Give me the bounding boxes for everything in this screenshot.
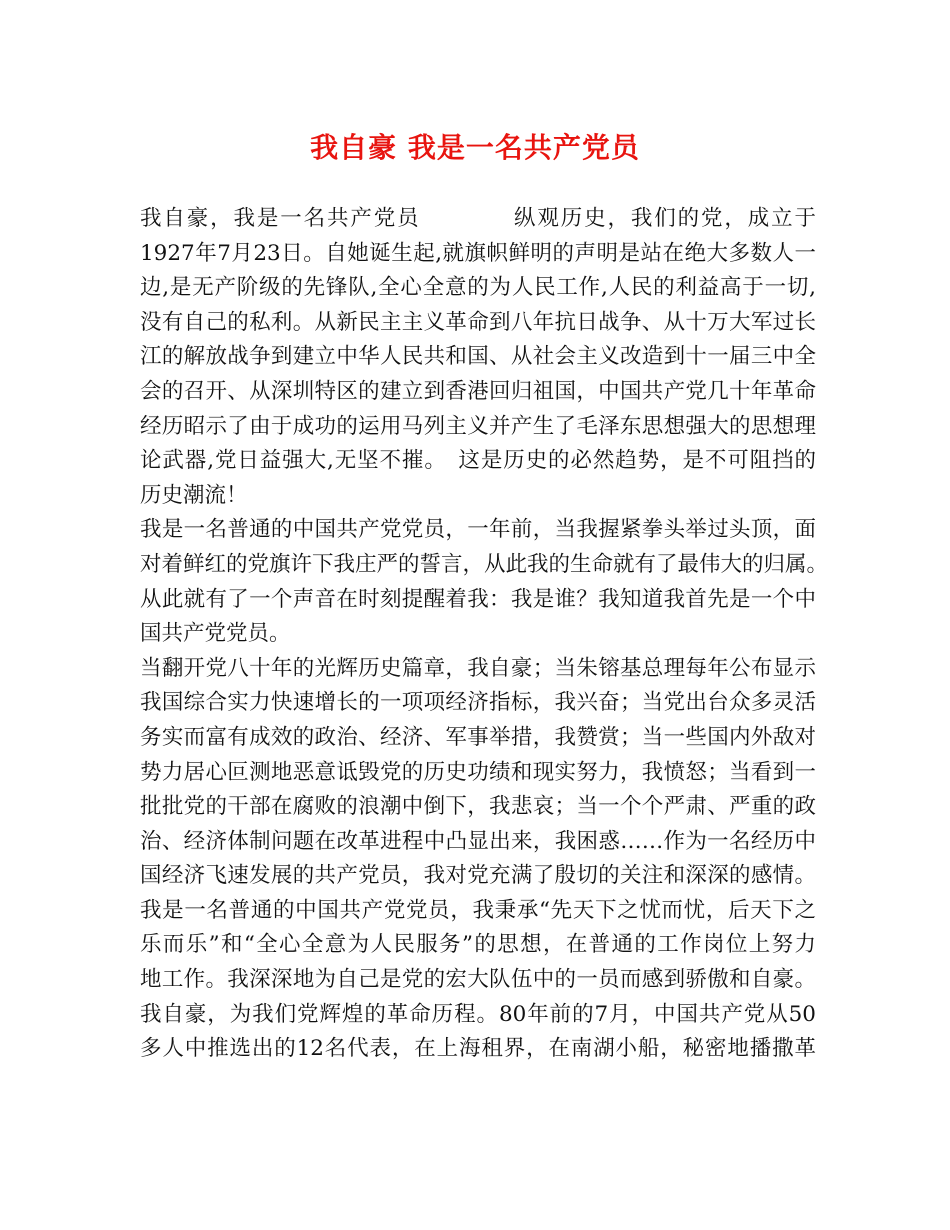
body-line: 国共产党党员。	[140, 621, 291, 647]
body-line: 国经济飞速发展的共产党员，我对党充满了殷切的关注和深深的感情。	[140, 863, 816, 889]
body-line: 务实而富有成效的政治、经济、军事举措，我赞赏；当一些国内外敌对	[140, 724, 816, 750]
document-body	[140, 202, 829, 1067]
body-line: 对着鲜红的党旗许下我庄严的誓言，从此我的生命就有了最伟大的归属。	[140, 551, 829, 577]
body-line: 当翻开党八十年的光辉历史篇章，我自豪；当朱镕基总理每年公布显示	[140, 655, 816, 681]
body-line: 治、经济体制问题在改革进程中凸显出来，我困惑……作为一名经历中	[140, 828, 816, 854]
body-line: 乐而乐”和“全心全意为人民服务”的思想，在普通的工作岗位上努力	[140, 932, 816, 958]
body-line: 地工作。我深深地为自己是党的宏大队伍中的一员而感到骄傲和自豪。	[140, 967, 816, 993]
body-line: 经历昭示了由于成功的运用马列主义并产生了毛泽东思想强大的思想理	[140, 413, 816, 439]
body-line: 江的解放战争到建立中华人民共和国、从社会主义改造到十一届三中全	[140, 344, 816, 370]
body-line: 我自豪，为我们党辉煌的革命历程。80年前的7月，中国共产党从50	[140, 1001, 816, 1027]
body-line: 我自豪，我是一名共产党员 纵观历史，我们的党，成立于	[140, 206, 816, 231]
document-title: 我自豪 我是一名共产党员	[310, 131, 640, 164]
body-line: 我国综合实力快速增长的一项项经济指标，我兴奋；当党出台众多灵活	[140, 690, 816, 716]
body-line: 历史潮流！	[140, 482, 248, 508]
body-line: 从此就有了一个声音在时刻提醒着我：我是谁？我知道我首先是一个中	[140, 586, 816, 612]
body-line: 多人中推选出的12名代表，在上海租界，在南湖小船，秘密地播撒革	[140, 1036, 816, 1062]
body-line: 边,是无产阶级的先锋队,全心全意的为人民工作,人民的利益高于一切,	[140, 275, 816, 301]
body-line: 没有自己的私利。从新民主主义革命到八年抗日战争、从十万大军过长	[140, 309, 816, 335]
body-line: 批批党的干部在腐败的浪潮中倒下，我悲哀；当一个个严肃、严重的政	[140, 794, 816, 820]
body-line: 我是一名普通的中国共产党党员，一年前，当我握紧拳头举过头顶，面	[140, 517, 816, 543]
body-line: 1927年7月23日。自她诞生起,就旗帜鲜明的声明是站在绝大多数人一	[140, 240, 816, 266]
body-line: 会的召开、从深圳特区的建立到香港回归祖国，中国共产党几十年革命	[140, 378, 816, 404]
body-line: 论武器,党日益强大,无坚不摧。 这是历史的必然趋势，是不可阻挡的	[140, 448, 816, 474]
body-line: 我是一名普通的中国共产党党员，我秉承“先天下之忧而忧，后天下之	[140, 897, 816, 923]
body-line: 势力居心叵测地恶意诋毁党的历史功绩和现实努力，我愤怒；当看到一	[140, 759, 816, 785]
